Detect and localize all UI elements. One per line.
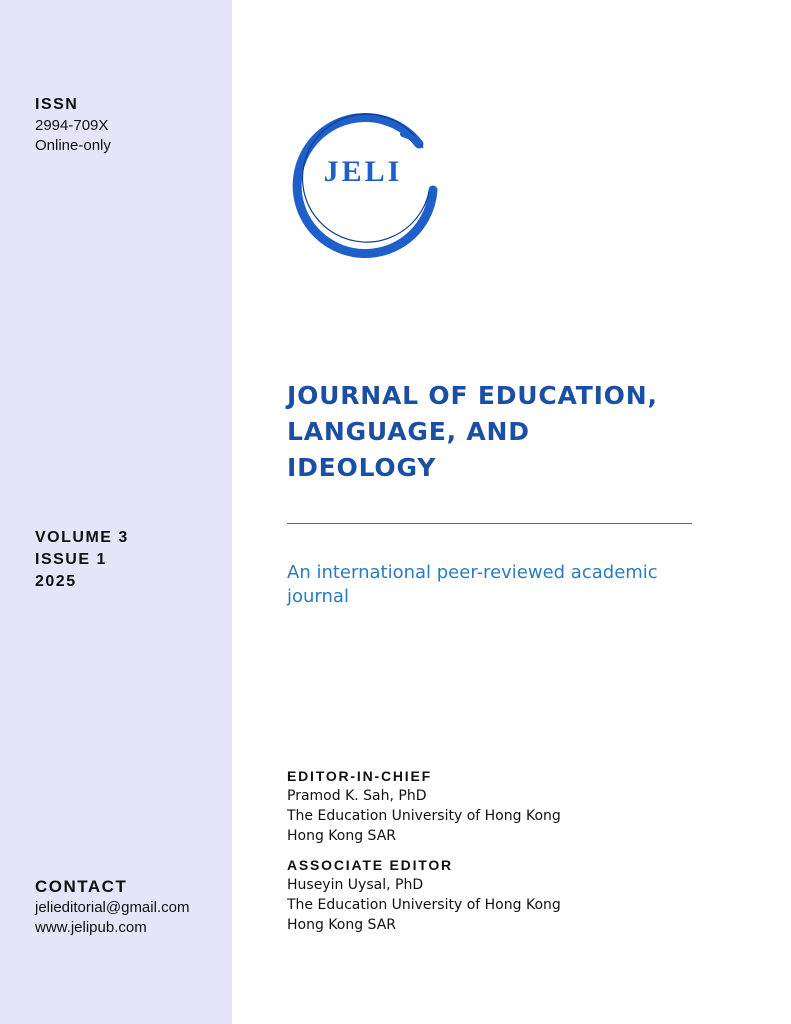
- contact-website[interactable]: www.jelipub.com: [35, 919, 147, 936]
- divider: [287, 523, 692, 524]
- issn-block: [35, 94, 111, 156]
- editor-in-chief-block: [287, 766, 561, 846]
- editor-in-chief-location: Hong Kong SAR: [287, 828, 397, 844]
- sidebar: [0, 0, 232, 1024]
- year-label: 2025: [35, 573, 77, 590]
- logo-text: JELI: [323, 155, 403, 188]
- contact-email[interactable]: jelieditorial@gmail.com: [35, 899, 190, 916]
- contact-heading: CONTACT: [35, 877, 128, 896]
- journal-logo: [283, 98, 443, 258]
- issn-heading: ISSN: [35, 96, 79, 113]
- volume-label: VOLUME 3: [35, 529, 129, 546]
- journal-title: [287, 378, 757, 486]
- issue-label: ISSUE 1: [35, 551, 107, 568]
- associate-editor-name: Huseyin Uysal, PhD: [287, 877, 424, 893]
- issue-info: [35, 527, 129, 593]
- issn-format: Online-only: [35, 137, 111, 154]
- associate-editor-institution: The Education University of Hong Kong: [287, 897, 561, 913]
- title-line: IDEOLOGY: [287, 453, 437, 482]
- issn-number: 2994-709X: [35, 117, 109, 134]
- tagline-line: An international peer-reviewed academic: [287, 562, 658, 583]
- associate-editor-location: Hong Kong SAR: [287, 917, 397, 933]
- journal-tagline: [287, 561, 707, 609]
- associate-editor-block: [287, 855, 561, 935]
- contact-block: [35, 876, 189, 938]
- editor-in-chief-heading: EDITOR-IN-CHIEF: [287, 768, 432, 784]
- editor-in-chief-institution: The Education University of Hong Kong: [287, 808, 561, 824]
- title-line: LANGUAGE, AND: [287, 417, 530, 446]
- associate-editor-heading: ASSOCIATE EDITOR: [287, 857, 453, 873]
- tagline-line: journal: [287, 586, 349, 607]
- title-line: JOURNAL OF EDUCATION,: [287, 381, 658, 410]
- editor-in-chief-name: Pramod K. Sah, PhD: [287, 788, 427, 804]
